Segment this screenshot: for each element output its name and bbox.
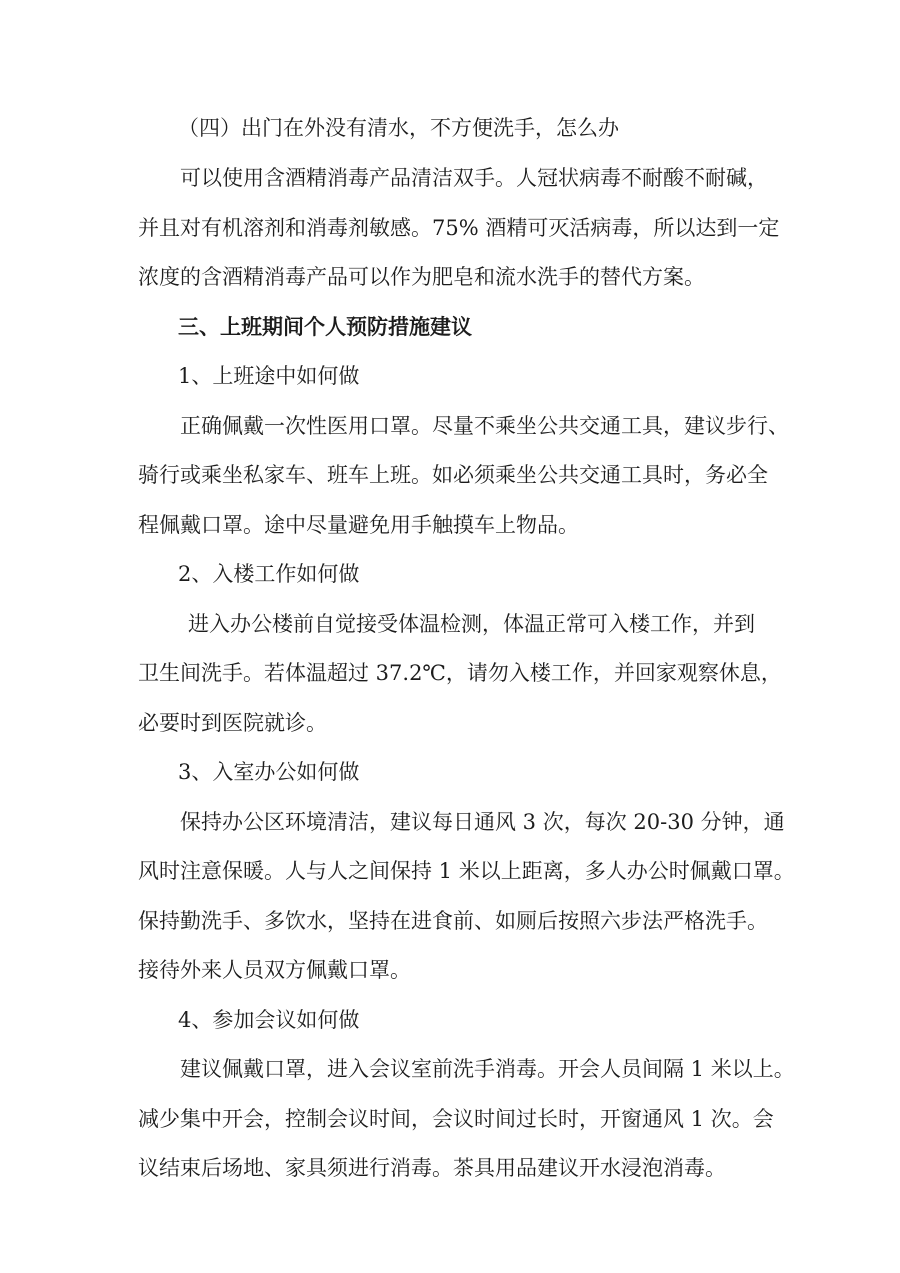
paragraph-line: 保持勤洗手、多饮水，坚持在进食前、如厕后按照六步法严格洗手。 <box>138 909 768 933</box>
paragraph-line: 卫生间洗手。若体温超过 37.2℃，请勿入楼工作，并回家观察休息， <box>138 661 782 685</box>
paragraph-line: 程佩戴口罩。途中尽量避免用手触摸车上物品。 <box>138 513 579 537</box>
paragraph-line: 可以使用含酒精消毒产品清洁双手。人冠状病毒不耐酸不耐碱， <box>180 166 768 190</box>
paragraph-line: 减少集中开会，控制会议时间，会议时间过长时，开窗通风 1 次。会 <box>138 1107 774 1131</box>
paragraph-line: 浓度的含酒精消毒产品可以作为肥皂和流水洗手的替代方案。 <box>138 265 705 289</box>
subsection-heading-office: 3、入室办公如何做 <box>178 760 360 784</box>
subsection-heading-commute: 1、上班途中如何做 <box>178 364 360 388</box>
paragraph-line: 建议佩戴口罩，进入会议室前洗手消毒。开会人员间隔 1 米以上。 <box>180 1057 795 1081</box>
subsection-heading-wash-hands: （四）出门在外没有清水，不方便洗手，怎么办 <box>178 116 619 140</box>
paragraph-line: 风时注意保暖。人与人之间保持 1 米以上距离，多人办公时佩戴口罩。 <box>138 859 795 883</box>
paragraph-line: 正确佩戴一次性医用口罩。尽量不乘坐公共交通工具，建议步行、 <box>180 414 789 438</box>
paragraph-line: 议结束后场地、家具须进行消毒。茶具用品建议开水浸泡消毒。 <box>138 1156 726 1180</box>
subsection-heading-meeting: 4、参加会议如何做 <box>178 1008 360 1032</box>
paragraph-line: 保持办公区环境清洁，建议每日通风 3 次，每次 20-30 分钟，通 <box>180 810 785 834</box>
paragraph-line: 骑行或乘坐私家车、班车上班。如必须乘坐公共交通工具时，务必全 <box>138 463 768 487</box>
paragraph-line: 进入办公楼前自觉接受体温检测，体温正常可入楼工作，并到 <box>188 612 755 636</box>
section-heading-work-prevention: 三、上班期间个人预防措施建议 <box>178 315 472 339</box>
paragraph-line: 并且对有机溶剂和消毒剂敏感。75% 酒精可灭活病毒，所以达到一定 <box>138 216 780 240</box>
subsection-heading-enter-building: 2、入楼工作如何做 <box>178 562 360 586</box>
paragraph-line: 必要时到医院就诊。 <box>138 711 327 735</box>
paragraph-line: 接待外来人员双方佩戴口罩。 <box>138 958 411 982</box>
